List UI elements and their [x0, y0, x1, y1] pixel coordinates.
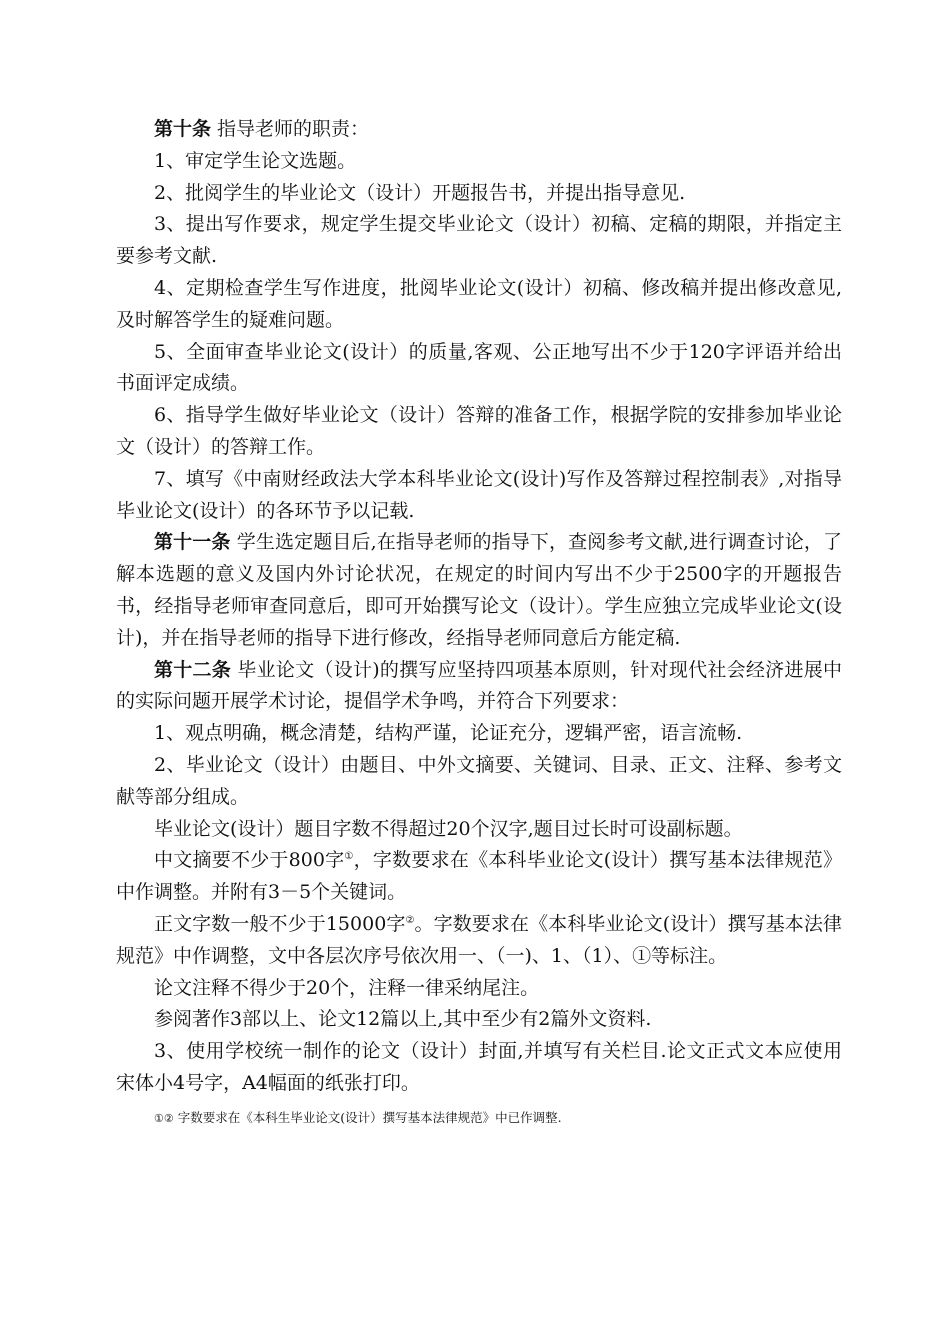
notes-rule: 论文注释不得少于20个，注释一律采纳尾注。 — [154, 976, 540, 999]
article-11-body: 学生选定题目后,在指导老师的指导下，查阅参考文献,进行调查讨论，了解本选题的意义及国内外讨论状况，在规定的时间内写出不少于2500字的开题报告书，经指导老师审查同意后，即可开始撰写论文（设计）。学生应独立完成毕业论文(设计)，并在指导老师的指导下进行修改，经指导老师同意后方能定稿. — [116, 531, 842, 649]
title-rule: 毕业论文(设计）题目字数不得超过20个汉字,题目过长时可设副标题。 — [154, 817, 743, 840]
article-10-item-6: 6、指导学生做好毕业论文（设计）答辩的准备工作，根据学院的安排参加毕业论文（设计）的答辩工作。 — [116, 404, 842, 458]
article-10-item-3: 3、提出写作要求，规定学生提交毕业论文（设计）初稿、定稿的期限，并指定主要参考文献. — [116, 213, 842, 268]
abstract-rule-part-1: 中文摘要不少于800字 — [154, 849, 345, 872]
abstract-rule — [116, 845, 842, 909]
article-10-item-1: 1、审定学生论文选题。 — [154, 149, 357, 172]
article-12-requirement-3: 3、使用学校统一制作的论文（设计）封面,并填写有关栏目.论文正式文本应使用宋体小4号字，A4幅面的纸张打印。 — [116, 1040, 842, 1094]
footnote-marks: ①② — [154, 1111, 174, 1125]
body-length-rule — [116, 909, 842, 973]
article-12-requirement-2: 2、毕业论文（设计）由题目、中外文摘要、关键词、目录、正文、注释、参考文献等部分组成。 — [116, 753, 842, 808]
footnote-text: 字数要求在《本科生毕业论文(设计）撰写基本法律规范》中已作调整. — [173, 1109, 562, 1125]
article-10-item-4: 4、定期检查学生写作进度，批阅毕业论文(设计）初稿、修改稿并提出修改意见,及时解答学生的疑难问题。 — [116, 276, 842, 331]
article-10-heading: 第十条 — [154, 118, 212, 140]
body-length-rule-part-1: 正文字数一般不少于15000字 — [154, 912, 406, 935]
article-10-item-2: 2、批阅学生的毕业论文（设计）开题报告书，并提出指导意见. — [154, 181, 686, 204]
article-12-body: 毕业论文（设计)的撰写应坚持四项基本原则，针对现代社会经济进展中的实际问题开展学术讨论，提倡学术争鸣，并符合下列要求： — [116, 658, 842, 713]
body-length-rule-part-2: 。字数要求在《本科毕业论文(设计）撰写基本法律规范》中作调整，文中各层次序号依次用一、（一)、1、（1）、①等标注。 — [116, 912, 842, 967]
footnote — [116, 1100, 842, 1137]
article-12-heading: 第十二条 — [154, 658, 232, 681]
article-12-requirement-1: 1、观点明确，概念清楚，结构严谨，论证充分，逻辑严密，语言流畅. — [154, 722, 743, 745]
article-10-item-7: 7、填写《中南财经政法大学本科毕业论文(设计)写作及答辩过程控制表》,对指导毕业论文(设计）的各环节予以记载. — [116, 467, 842, 522]
article-10-item-5: 5、全面审查毕业论文(设计）的质量,客观、公正地写出不少于120字评语并给出书面评定成绩。 — [116, 340, 842, 395]
footnote-mark-1: ① — [344, 851, 354, 863]
article-10-intro — [116, 114, 842, 146]
abstract-rule-part-2: ，字数要求在《本科毕业论文(设计）撰写基本法律规范》中作调整。并附有3－5个关键词。 — [116, 849, 843, 904]
footnote-mark-2: ② — [405, 914, 415, 926]
article-12 — [116, 655, 842, 719]
article-11-heading: 第十一条 — [154, 531, 231, 554]
references-rule: 参阅著作3部以上、论文12篇以上,其中至少有2篇外文资料. — [154, 1008, 652, 1031]
article-11 — [116, 527, 842, 654]
document-body — [116, 114, 842, 1137]
article-10-intro-text: 指导老师的职责： — [211, 118, 370, 140]
